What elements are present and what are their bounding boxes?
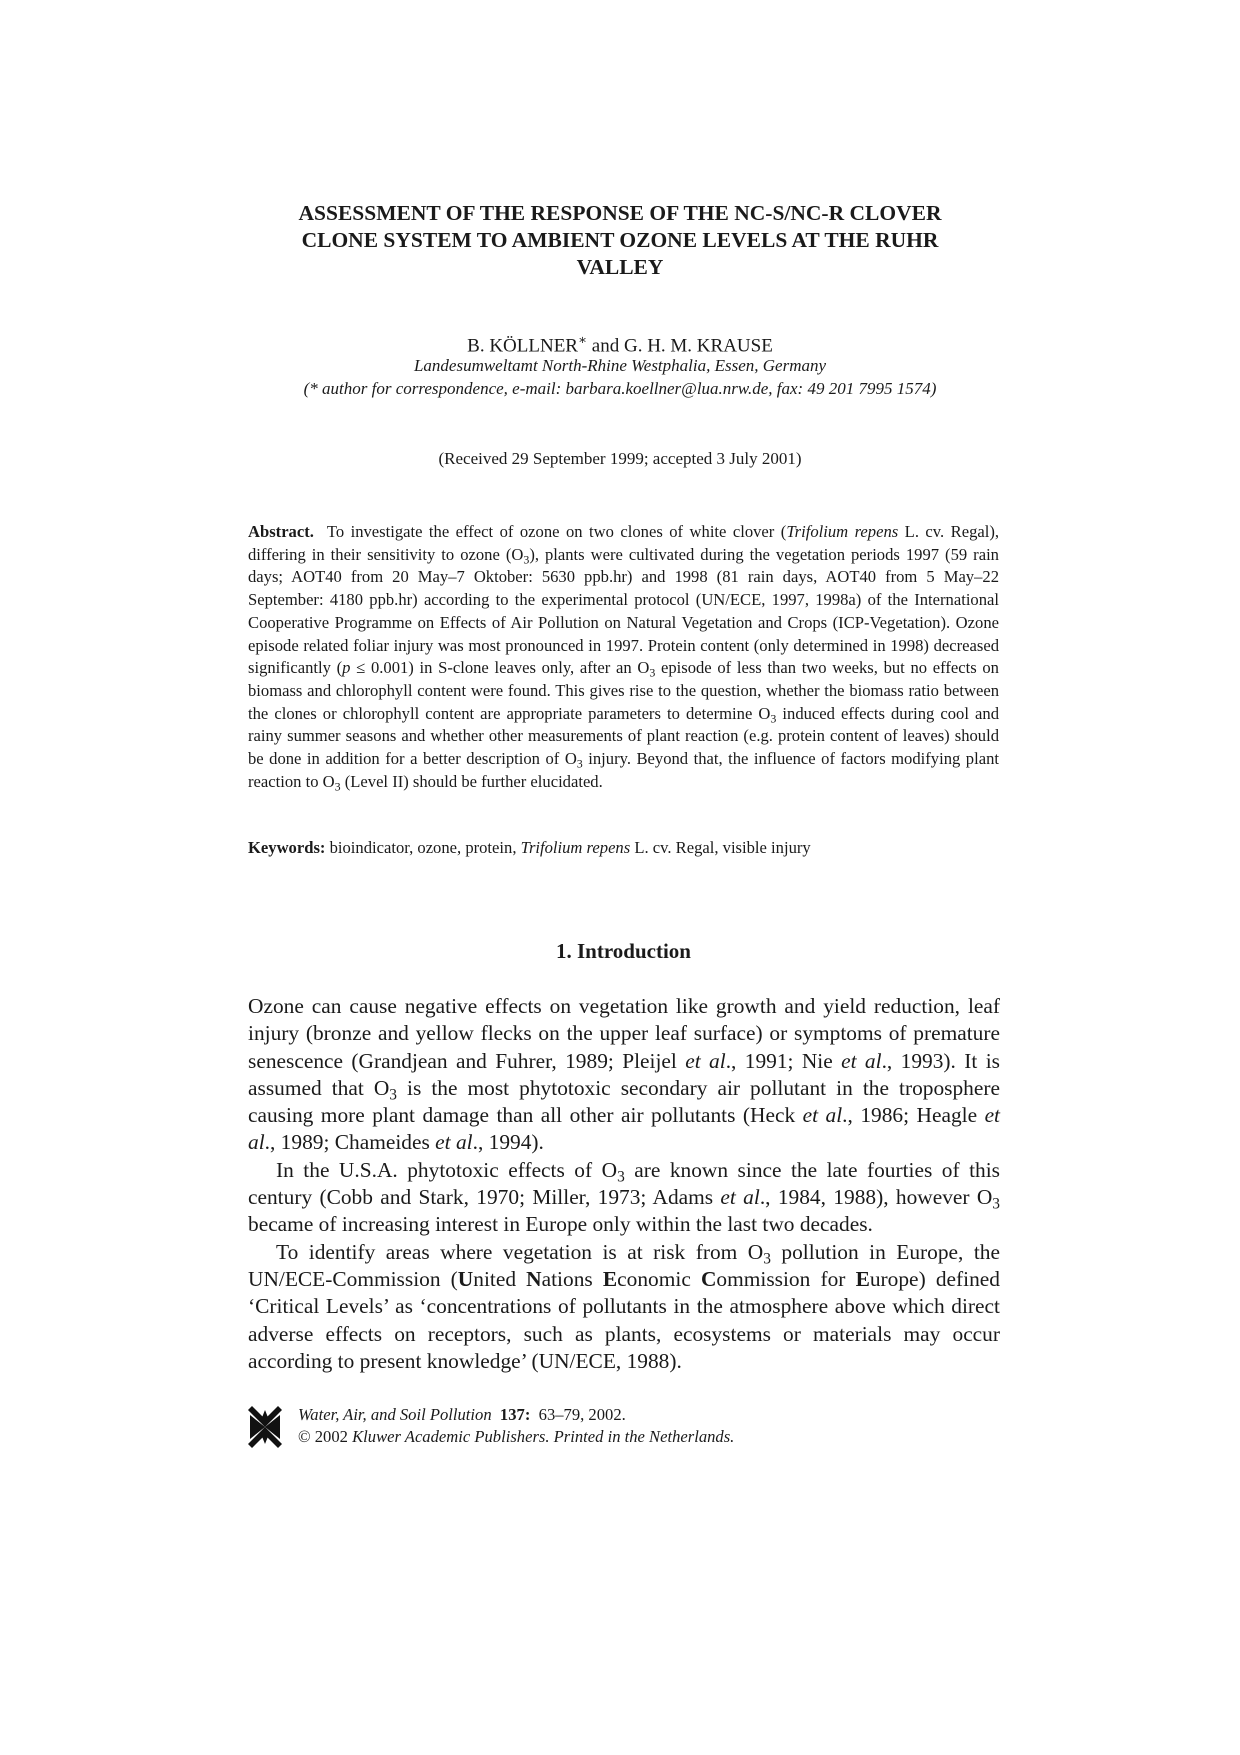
math-var: p — [342, 658, 351, 678]
paragraph — [248, 1239, 1000, 1375]
abstract — [248, 521, 999, 793]
section-heading: 1. Introduction — [556, 939, 691, 963]
abstract-text: L. cv. Regal), differing in their sensitivity to ozone (O — [248, 522, 1000, 564]
subscript: 3 — [576, 756, 583, 771]
journal-line — [298, 1404, 734, 1426]
body-text: ., 1991; Nie — [725, 1048, 842, 1073]
abstract-text: induced effects during cool and rainy summer seasons and whether other measurements of plant reaction (e.g. protein content of leaves) should be done in addition for a better description of O — [248, 703, 999, 769]
corresponding-mark: ∗ — [577, 332, 588, 347]
keywords-text: bioindicator, ozone, protein, — [325, 838, 521, 857]
body-text: is the most phytotoxic secondary air pollutant in the troposphere causing more plant damage than all other air pollutants (Heck — [248, 1075, 1000, 1128]
affiliation: Landesumweltamt North-Rhine Westphalia, Essen, Germany — [413, 356, 827, 375]
abstract-text: To investigate the effect of ozone on two clones of white clover ( — [326, 522, 787, 541]
author-name: B. KÖLLNER — [467, 335, 578, 357]
introduction-body — [248, 993, 1000, 1375]
body-text: nited — [473, 1266, 527, 1291]
citation-etal: et al — [435, 1130, 473, 1155]
abstract-label: Abstract. — [248, 522, 314, 541]
publisher-name: Kluwer Academic Publishers. Printed in the Netherlands. — [352, 1427, 735, 1446]
abstract-text: injury. Beyond that, the influence of factors modifying plant reaction to O — [248, 749, 999, 791]
body-text: ., 1986; Heagle — [842, 1103, 985, 1128]
body-text: became of increasing interest in Europe only within the last two decades. — [248, 1212, 873, 1237]
body-text: ., 1994). — [472, 1130, 544, 1155]
subscript: 3 — [763, 1249, 771, 1267]
body-text: are known since the late fourties of this century (Cobb and Stark, 1970; Miller, 1973; Adams — [248, 1157, 1000, 1210]
title-line: CLONE SYSTEM TO AMBIENT OZONE LEVELS AT THE RUHR — [301, 228, 939, 252]
affiliation-block — [190, 354, 1050, 400]
journal-name: Water, Air, and Soil Pollution — [298, 1405, 492, 1424]
body-text: ) defined ‘Critical Levels’ as ‘concentrations of pollutants in the atmosphere above which direct adverse effects on receptors, such as plants, ecosystems or materials may occur according to present knowledge’ (UN/ECE, 1988). — [248, 1266, 1000, 1373]
body-text: In the U.S.A. phytotoxic effects of O — [276, 1157, 618, 1182]
body-text: To identify areas where vegetation is at risk from O — [276, 1239, 764, 1264]
citation-etal: et al — [685, 1048, 726, 1073]
species-name: Trifolium repens — [786, 522, 899, 541]
paragraph — [248, 1157, 1000, 1239]
received-dates: (Received 29 September 1999; accepted 3 July 2001) — [438, 449, 802, 468]
body-text: Ozone can cause negative effects on vegetation like growth and yield reduction, leaf injury (bronze and yellow flecks on the upper leaf surface) or symptoms of premature senescence (Grandjean and Fuhrer, 1989; Pleijel — [248, 994, 1000, 1073]
journal-footer — [248, 1404, 948, 1454]
acronym-letter: E — [855, 1266, 870, 1291]
title-line: VALLEY — [576, 255, 664, 279]
keywords — [248, 837, 999, 859]
subscript: 3 — [334, 779, 341, 794]
body-text: ., 1993). It is assumed that O — [248, 1048, 1000, 1100]
paper-title — [240, 200, 1000, 281]
copyright: © 2002 — [298, 1427, 353, 1446]
title-line: ASSESSMENT OF THE RESPONSE OF THE NC-S/NC-R CLOVER — [298, 201, 942, 225]
species-name: Trifolium repens — [520, 838, 631, 857]
abstract-text: (Level II) should be further elucidated. — [340, 771, 603, 791]
journal-citation — [298, 1404, 734, 1448]
keywords-text: L. cv. Regal, visible injury — [630, 838, 811, 857]
author-name: G. H. M. KRAUSE — [623, 335, 773, 357]
correspondence-note: (* author for correspondence, e-mail: barbara.koellner@lua.nrw.de, fax: 49 201 7995 1574) — [303, 379, 937, 398]
subscript: 3 — [770, 710, 777, 725]
copyright-line — [298, 1426, 734, 1448]
acronym-letter: U — [457, 1266, 474, 1291]
body-text: urope — [869, 1266, 919, 1291]
author-conjunction: and — [587, 335, 624, 357]
body-text: ., 1989; Chameides — [264, 1130, 436, 1155]
author-list — [190, 328, 1050, 357]
abstract-text: episode of less than two weeks, but no effects on biomass and chlorophyll content were found. This gives rise to the question, whether the biomass ratio between the clones or chlorophyll content are appropriate parameters to determine O — [248, 658, 999, 723]
acronym-letter: E — [602, 1266, 618, 1291]
subscript: 3 — [523, 552, 530, 567]
publisher-logo-icon — [248, 1406, 282, 1448]
citation-etal: et al — [802, 1103, 843, 1128]
citation-etal: et al — [248, 1103, 1000, 1155]
journal-pages: 63–79, 2002. — [538, 1405, 626, 1424]
body-text: pollution in Europe, the UN/ECE-Commission ( — [248, 1239, 1000, 1291]
keywords-label: Keywords: — [248, 838, 326, 857]
citation-etal: et al — [841, 1048, 882, 1073]
citation-etal: et al — [720, 1185, 760, 1210]
subscript: 3 — [617, 1168, 625, 1186]
abstract-text: ), plants were cultivated during the vegetation periods 1997 (59 rain days; AOT40 from 20 May–7 Oktober: 5630 ppb.hr) and 1998 (81 rain days, AOT40 from 5 May–22 September: 4180 ppb.hr) according to the experimental protocol (UN/ECE, 1997, 1998a) of the International Cooperative Programme on Effects of Air Pollution on Natural Vegetation and Crops (ICP-Vegetation). Ozone episode related foliar injury was most pronounced in 1997. Protein content (only determined in 1998) decreased significantly ( — [248, 544, 999, 678]
body-text: ., 1984, 1988), however O — [759, 1185, 993, 1210]
acronym-letter: N — [526, 1266, 542, 1291]
body-text: ommission for — [716, 1266, 856, 1291]
abstract-text: ≤ 0.001) in S-clone leaves only, after an O — [350, 658, 650, 678]
journal-volume: 137: — [499, 1405, 531, 1424]
subscript: 3 — [992, 1195, 1000, 1213]
body-text: conomic — [617, 1266, 701, 1291]
paragraph — [248, 993, 1000, 1157]
acronym-letter: C — [700, 1266, 717, 1291]
subscript: 3 — [649, 665, 656, 680]
body-text: ations — [541, 1266, 603, 1291]
subscript: 3 — [389, 1086, 397, 1104]
